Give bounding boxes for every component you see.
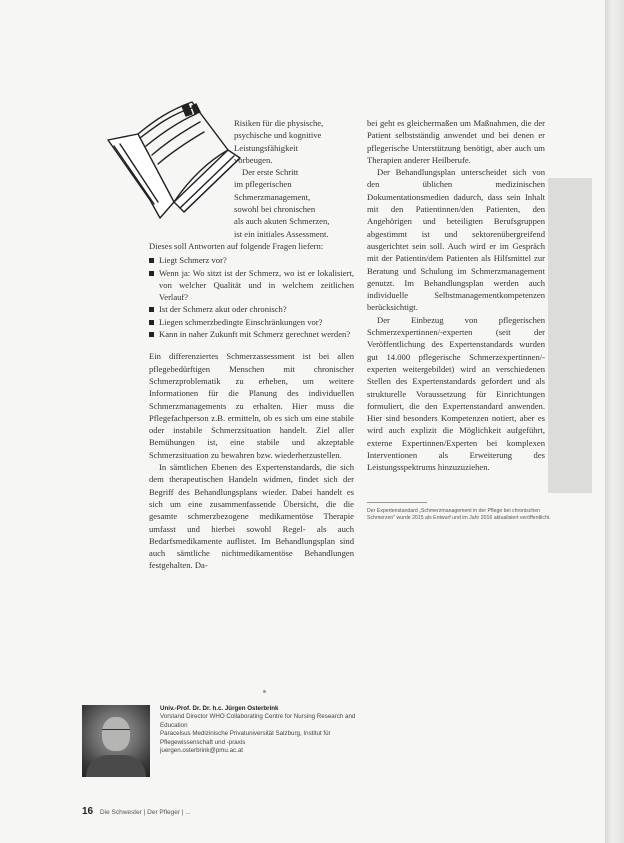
decorative-dot — [263, 690, 266, 693]
intro-line: Leistungsfähigkeit — [234, 142, 298, 153]
question-item: Ist der Schmerz akut oder chronisch? — [149, 303, 354, 315]
author-photo — [82, 705, 150, 777]
page-edge — [605, 0, 624, 843]
author-name: Univ.-Prof. Dr. Dr. h.c. Jürgen Osterbrink — [160, 705, 279, 712]
question-item: Kann in naher Zukunft mit Schmerz gerechnet werden? — [149, 328, 354, 340]
intro-line: Der erste Schritt — [242, 167, 299, 178]
intro-line: vorbeugen. — [234, 154, 273, 165]
right-text-column — [367, 117, 545, 474]
question-item: Wenn ja: Wo sitzt ist der Schmerz, wo ist er lokalisiert, von welcher Qualität und in welchem zeitlichen Verlauf? — [149, 267, 354, 304]
assessment-paragraph: Ein differenziertes Schmerzassessment ist bei allen pflegebedürftigen Menschen mit chronischer Schmerzproblematik zu erheben, um weitere Informationen für die Planung des individuellen Schmerzmanagements zu erhalten. Hier muss die Pflegefachperson z.B. ermitteln, ob es sich um eine stabile oder instabile Schmerzsituation handelt. Ziel aller Bemühungen ist, eine stabile und akzeptable Schmerzsituation zu bewahren bzw. wiederherzustellen. — [149, 351, 354, 460]
treatment-plan-paragraph-2: Der Behandlungsplan unterscheidet sich von den üblichen medizinischen Dokumentationsmedien dadurch, dass sein Inhalt mit den Patientinnen/den Patienten, den Angehörigen und beteiligten Berufsgruppen abgestimmt ist und sektorenübergreifend ausgerichtet sein soll. Auch wird er im Gespräch mit der Patientin/dem Patienten als Hilfsmittel zur Beratung und Schulung im Schmerzmanagement genutzt. Im Behandlungsplan werden auch individuelle Selbstmanagementkompetenzen berücksichtigt. — [367, 167, 545, 313]
intro-line: psychische und kognitive — [234, 130, 322, 141]
assessment-questions-list — [149, 254, 354, 340]
author-photo-glasses — [102, 729, 130, 736]
magazine-title: Die Schwester | Der Pfleger | ... — [99, 809, 191, 816]
page-number: 16 — [82, 806, 94, 817]
author-email[interactable]: juergen.osterbrink@pmu.ac.at — [160, 747, 243, 755]
continuation-paragraph: bei geht es gleichermaßen um Maßnahmen, die der Patient selbstständig anwendet und bei denen er pflegerische Unterstützung benötigt, aber auch um Therapien anderer Heilberufe. — [367, 118, 545, 165]
footnote-divider — [367, 502, 427, 503]
author-affiliation-1: Vorstand Director WHO Collaborating Centre for Nursing Research and Education — [160, 713, 356, 729]
intro-paragraph — [149, 117, 354, 240]
author-info — [160, 705, 360, 755]
author-affiliation-2: Paracelsus Medizinische Privatuniversität Salzburg, Institut für Pflegewissenschaft und -praxis — [160, 730, 331, 746]
margin-shading — [548, 178, 592, 493]
intro-tail: Dieses soll Antworten auf folgende Fragen liefern: — [149, 240, 324, 251]
pain-experts-paragraph: Der Einbezug von pflegerischen Schmerzexpertinnen/-experten (seit der Veröffentlichung des Expertenstandards wurden gut 14.000 pflegerische Schmerzexpertinnen/-experten weitergebildet) wird an verschiedenen Stellen des Expertenstandards gefordert und als strukturelle Voraussetzung für Einrichtungen formuliert, die den Expertenstandard anwenden. Hier sind besonders Kompetenzen notiert, aber es wird auch explizit die Möglichkeit aufgeführt, externe Expertinnen/Experten bei komplexen Interventionen als Erweiterung des Leistungsspektrums hinzuzuziehen. — [367, 314, 545, 473]
intro-line: im pflegerischen — [234, 179, 292, 190]
intro-line: ist ein initiales Assessment. — [234, 228, 329, 239]
question-item: Liegen schmerzbedingte Einschränkungen vor? — [149, 316, 354, 328]
treatment-plan-paragraph: In sämtlichen Ebenen des Expertenstandards, die sich dem therapeutischen Handeln widmen, findet sich der Begriff des Behandlungsplans wieder. Dabei handelt es sich um eine zusammenfassende Übersicht, die die gesamte schmerzbezogene medikamentöse Therapie umfasst und hierbei sowohl Regel- als auch Bedarfsmedikamente auflistet. Im Behandlungsplan sind auch sämtliche nichtmedikamentöse Behandlungen festgehalten. Da- — [149, 462, 354, 571]
footnote: Der Expertenstandard „Schmerzmanagement in der Pflege bei chronischen Schmerzen" wurde 2015 als Entwurf und im Jahr 2016 aktualisiert veröffentlicht. — [367, 508, 551, 521]
intro-line: Risiken für die physische, — [234, 118, 324, 128]
author-photo-shoulders — [86, 755, 146, 777]
intro-line: Schmerzmanagement, — [234, 191, 311, 202]
question-item: Liegt Schmerz vor? — [149, 254, 354, 266]
page-footer — [82, 806, 191, 817]
left-text-column — [149, 117, 354, 572]
intro-line: sowohl bei chronischen — [234, 204, 316, 215]
intro-line: als auch akuten Schmerzen, — [234, 216, 330, 227]
